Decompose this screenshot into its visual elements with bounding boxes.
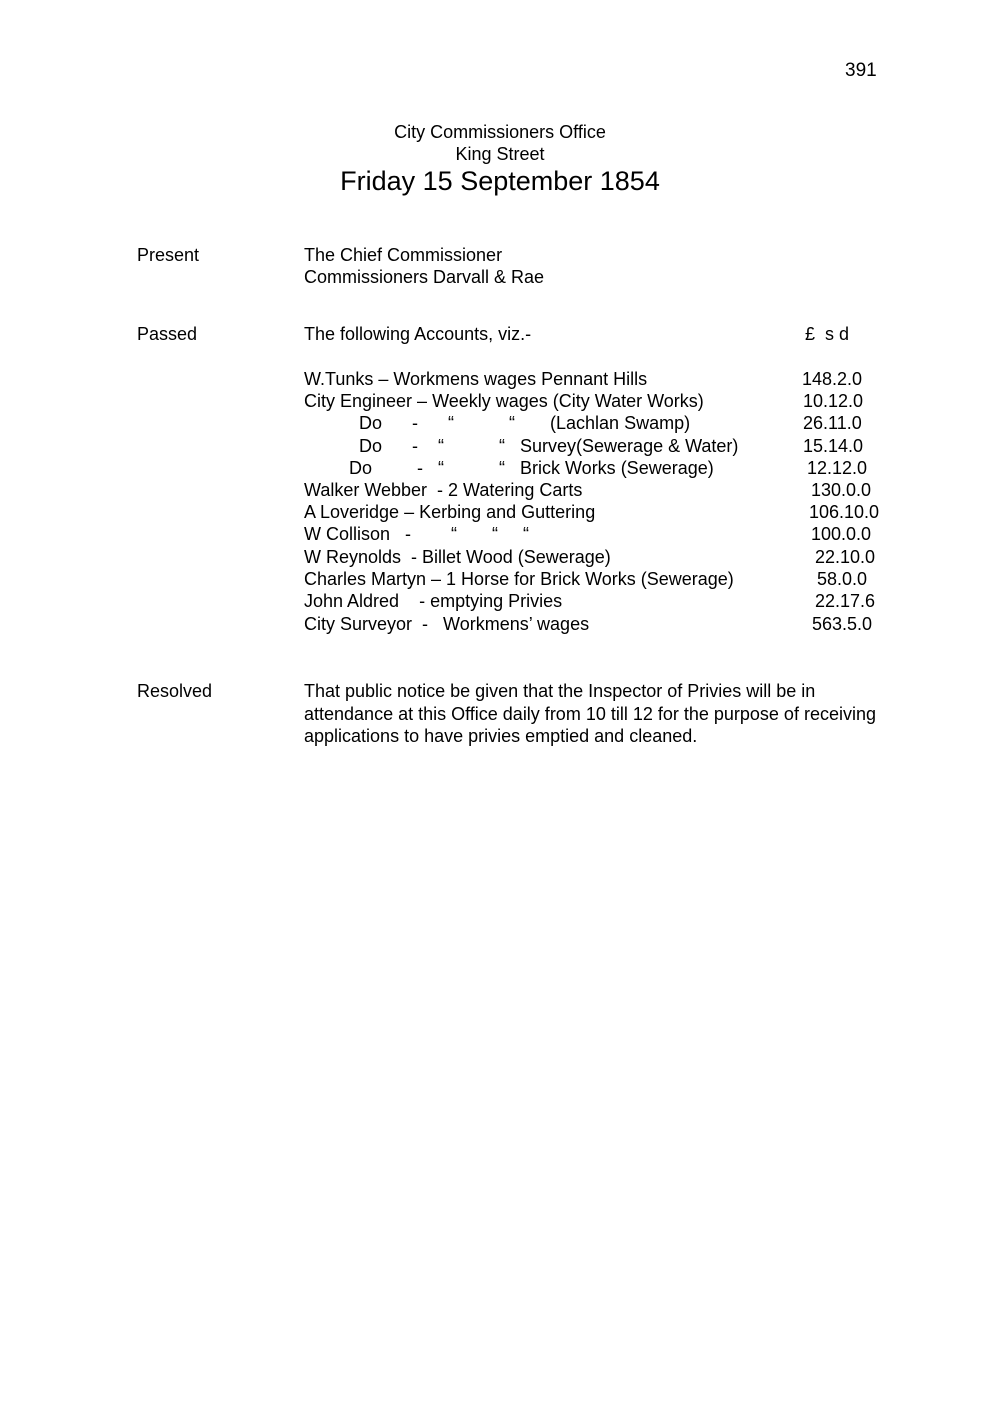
present-line: Commissioners Darvall & Rae bbox=[304, 267, 545, 287]
account-description: John Aldred - emptying Privies bbox=[304, 591, 563, 611]
account-amount: 15.14.0 bbox=[803, 436, 864, 456]
account-description: Do - “ “ Brick Works (Sewerage) bbox=[349, 458, 714, 478]
passed-label: Passed bbox=[137, 324, 198, 344]
account-description: W.Tunks – Workmens wages Pennant Hills bbox=[304, 369, 648, 389]
resolution-text: That public notice be given that the Inspector of Privies will be in attendance at this Office daily from 10 till 12 for the purpose of receiving applications to have privies emptied and cleaned. bbox=[304, 681, 876, 746]
account-amount: 22.10.0 bbox=[815, 547, 876, 567]
present-label: Present bbox=[137, 245, 200, 265]
account-description: Charles Martyn – 1 Horse for Brick Works (Sewerage) bbox=[304, 569, 734, 589]
account-amount: 58.0.0 bbox=[817, 569, 868, 589]
account-amount: 130.0.0 bbox=[811, 480, 872, 500]
street-name: King Street bbox=[455, 144, 545, 164]
passed-intro: The following Accounts, viz.- bbox=[304, 324, 532, 344]
resolved-label: Resolved bbox=[137, 681, 213, 701]
page-number: 391 bbox=[845, 60, 877, 81]
office-name: City Commissioners Office bbox=[394, 122, 606, 142]
account-description: W Collison - “ “ “ bbox=[304, 524, 530, 544]
account-description: A Loveridge – Kerbing and Guttering bbox=[304, 502, 596, 522]
account-amount: 26.11.0 bbox=[803, 413, 862, 433]
account-amount: 563.5.0 bbox=[812, 614, 873, 634]
account-amount: 148.2.0 bbox=[802, 369, 863, 389]
account-amount: 106.10.0 bbox=[809, 502, 880, 522]
account-description: Do - “ “ (Lachlan Swamp) bbox=[359, 413, 691, 433]
account-amount: 12.12.0 bbox=[807, 458, 868, 478]
meeting-date-title: Friday 15 September 1854 bbox=[340, 166, 660, 196]
account-description: City Engineer – Weekly wages (City Water Works) bbox=[304, 391, 704, 411]
account-description: W Reynolds - Billet Wood (Sewerage) bbox=[304, 547, 611, 567]
account-description: Do - “ “ Survey(Sewerage & Water) bbox=[359, 436, 739, 456]
account-amount: 22.17.6 bbox=[815, 591, 876, 611]
account-description: City Surveyor - Workmens’ wages bbox=[304, 614, 590, 634]
present-line: The Chief Commissioner bbox=[304, 245, 503, 265]
account-description: Walker Webber - 2 Watering Carts bbox=[304, 480, 583, 500]
account-amount: 100.0.0 bbox=[811, 524, 872, 544]
currency-header: £ s d bbox=[805, 324, 850, 344]
account-amount: 10.12.0 bbox=[803, 391, 864, 411]
